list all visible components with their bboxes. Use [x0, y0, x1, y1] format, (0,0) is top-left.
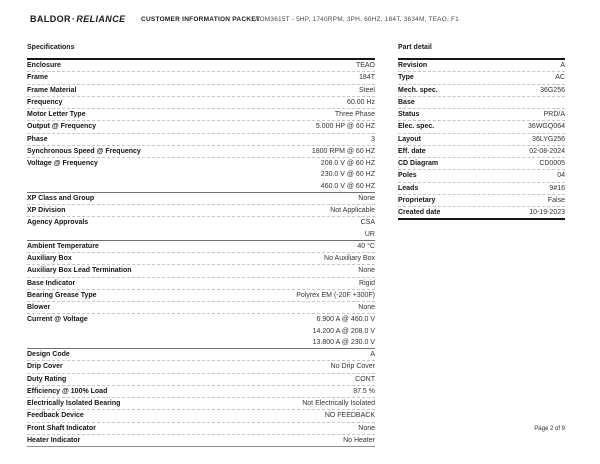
row-label: Elec. spec. — [398, 123, 435, 131]
row-label: Base Indicator — [27, 279, 76, 287]
row-value: A — [560, 62, 565, 69]
part-detail-title: Part detail — [398, 44, 432, 51]
row-value: 36WGQ064 — [528, 123, 565, 131]
row-label: Frame Material — [27, 86, 77, 94]
row-label: Blower — [27, 304, 51, 311]
spec-row — [27, 264, 375, 276]
row-value: None — [358, 304, 375, 311]
row-value: 60.00 Hz — [346, 98, 375, 106]
specifications-title: Specifications — [27, 44, 75, 51]
row-label: Voltage @ Frequency — [27, 160, 98, 167]
page-header — [0, 13, 600, 27]
row-label: Phase — [27, 135, 48, 143]
row-label: Leads — [398, 184, 419, 192]
row-label: Motor Letter Type — [27, 111, 86, 118]
spec-row — [27, 422, 375, 434]
part-detail-row — [398, 133, 565, 145]
row-label: Synchronous Speed @ Frequency — [27, 147, 141, 155]
spec-row — [27, 313, 375, 348]
row-value: 10-19-2023 — [529, 209, 565, 216]
part-detail-row — [398, 182, 565, 194]
row-value: A — [370, 351, 375, 358]
row-value: No Drip Cover — [330, 363, 375, 371]
row-label: Frequency — [27, 98, 63, 106]
row-value: 36LYG256 — [532, 135, 565, 143]
row-label: Ambient Temperature — [27, 242, 99, 250]
row-label: Auxiliary Box Lead Termination — [27, 267, 132, 275]
row-label: Proprietary — [398, 196, 436, 204]
row-value: 40 °C — [357, 242, 375, 250]
part-detail-row — [398, 108, 565, 120]
spec-row — [27, 216, 375, 240]
row-value: 36G256 — [540, 86, 565, 94]
part-detail-row — [398, 84, 565, 96]
part-detail-row — [398, 71, 565, 83]
row-label: Frame — [27, 74, 49, 82]
row-label: Heater Indicator — [27, 436, 81, 444]
row-value: CD0005 — [539, 160, 565, 167]
spec-row — [27, 145, 375, 157]
part-detail-row — [398, 169, 565, 181]
row-value: No Heater — [343, 436, 375, 444]
row-label: CD Diagram — [398, 160, 439, 167]
part-detail-row — [398, 145, 565, 157]
spec-row — [27, 96, 375, 108]
row-label: Efficiency @ 100% Load — [27, 387, 108, 395]
part-detail-row — [398, 206, 565, 218]
row-label: XP Class and Group — [27, 194, 95, 202]
row-label: Current @ Voltage — [27, 316, 88, 324]
row-label: Layout — [398, 135, 421, 143]
spec-row — [27, 397, 375, 409]
spec-row — [27, 409, 375, 421]
spec-row — [27, 348, 375, 360]
spec-row — [27, 240, 375, 252]
row-value: 208.0 V @ 60 HZ 230.0 V @ 60 HZ 460.0 V @ 60 HZ — [320, 160, 375, 190]
part-detail-row — [398, 120, 565, 132]
row-value: No Auxiliary Box — [324, 255, 375, 262]
spec-row — [27, 360, 375, 372]
row-value: None — [358, 267, 375, 275]
specifications-section — [27, 44, 375, 447]
row-value: Steel — [359, 86, 375, 94]
row-label: Output @ Frequency — [27, 123, 97, 131]
row-value: PRD/A — [543, 111, 565, 118]
row-label: Design Code — [27, 351, 70, 358]
row-value: 1800 RPM @ 60 HZ — [311, 147, 375, 155]
row-label: Enclosure — [27, 62, 61, 69]
row-label: Revision — [398, 62, 428, 69]
row-value: CONT — [355, 375, 375, 383]
row-value: 5.000 HP @ 60 HZ — [315, 123, 375, 131]
row-value: 3 — [371, 135, 375, 143]
row-value: TEAO — [355, 62, 375, 69]
row-label: Status — [398, 111, 420, 118]
row-value: 02-08-2024 — [529, 147, 565, 155]
row-label: Duty Rating — [27, 375, 67, 383]
row-label: Auxiliary Box — [27, 255, 72, 262]
spec-row — [27, 277, 375, 289]
row-value: False — [547, 196, 565, 204]
brand-logo-reliance: RELIANCE — [76, 14, 126, 24]
row-label: Poles — [398, 172, 417, 180]
spec-row — [27, 301, 375, 313]
spec-row — [27, 373, 375, 385]
part-detail-section — [398, 44, 565, 220]
brand-logo-baldor: BALDOR — [30, 14, 71, 24]
spec-row — [27, 71, 375, 83]
row-value: Rigid — [359, 279, 375, 287]
row-label: Created date — [398, 209, 441, 216]
spec-row — [27, 157, 375, 192]
spec-row — [27, 289, 375, 301]
spec-row — [27, 133, 375, 145]
part-detail-table — [398, 58, 565, 220]
page-indicator: Page 2 of 9 — [534, 426, 565, 432]
row-value: 87.5 % — [353, 387, 375, 395]
row-value: Not Electrically Isolated — [302, 400, 375, 407]
product-descriptor: AOM3615T - 5HP, 1740RPM, 3PH, 60HZ, 184T, 3634M, TEAO, F1 — [255, 16, 459, 23]
row-label: XP Division — [27, 207, 66, 214]
row-value: 184T — [359, 74, 375, 82]
row-label: Drip Cover — [27, 363, 63, 371]
row-label: Eff. date — [398, 147, 426, 155]
row-value: None — [358, 194, 375, 202]
spec-row — [27, 60, 375, 71]
row-value: NO FEEDBACK — [324, 412, 375, 420]
row-value: Not Applicable — [330, 207, 375, 214]
row-value: Three Phase — [334, 111, 375, 118]
row-value: 9#16 — [549, 184, 565, 192]
row-label: Electrically Isolated Bearing — [27, 400, 121, 407]
spec-row — [27, 252, 375, 264]
part-detail-row — [398, 96, 565, 108]
row-value: CSA UR — [360, 219, 375, 238]
brand-logo-separator: · — [71, 14, 76, 24]
spec-row — [27, 120, 375, 132]
row-label: Base — [398, 98, 415, 106]
row-label: Type — [398, 74, 414, 82]
spec-row — [27, 108, 375, 120]
row-value: None — [358, 424, 375, 432]
row-value: 6.900 A @ 460.0 V 14.200 A @ 208.0 V 13.800 A @ 230.0 V — [312, 316, 375, 346]
specifications-table — [27, 58, 375, 447]
spec-row — [27, 385, 375, 397]
row-value: 04 — [557, 172, 565, 180]
row-label: Bearing Grease Type — [27, 291, 97, 299]
part-detail-row — [398, 60, 565, 71]
part-detail-row — [398, 194, 565, 206]
row-label: Mech. spec. — [398, 86, 438, 94]
spec-row — [27, 434, 375, 446]
brand-logo — [30, 14, 126, 24]
row-value: Polyrex EM (-20F +300F) — [296, 291, 375, 299]
spec-row — [27, 192, 375, 204]
document-title: CUSTOMER INFORMATION PACKET — [141, 16, 261, 23]
spec-row — [27, 204, 375, 216]
row-label: Front Shaft Indicator — [27, 424, 96, 432]
row-label: Feedback Device — [27, 412, 84, 420]
row-value: AC — [555, 74, 565, 82]
spec-row — [27, 84, 375, 96]
row-label: Agency Approvals — [27, 219, 89, 227]
part-detail-row — [398, 157, 565, 169]
